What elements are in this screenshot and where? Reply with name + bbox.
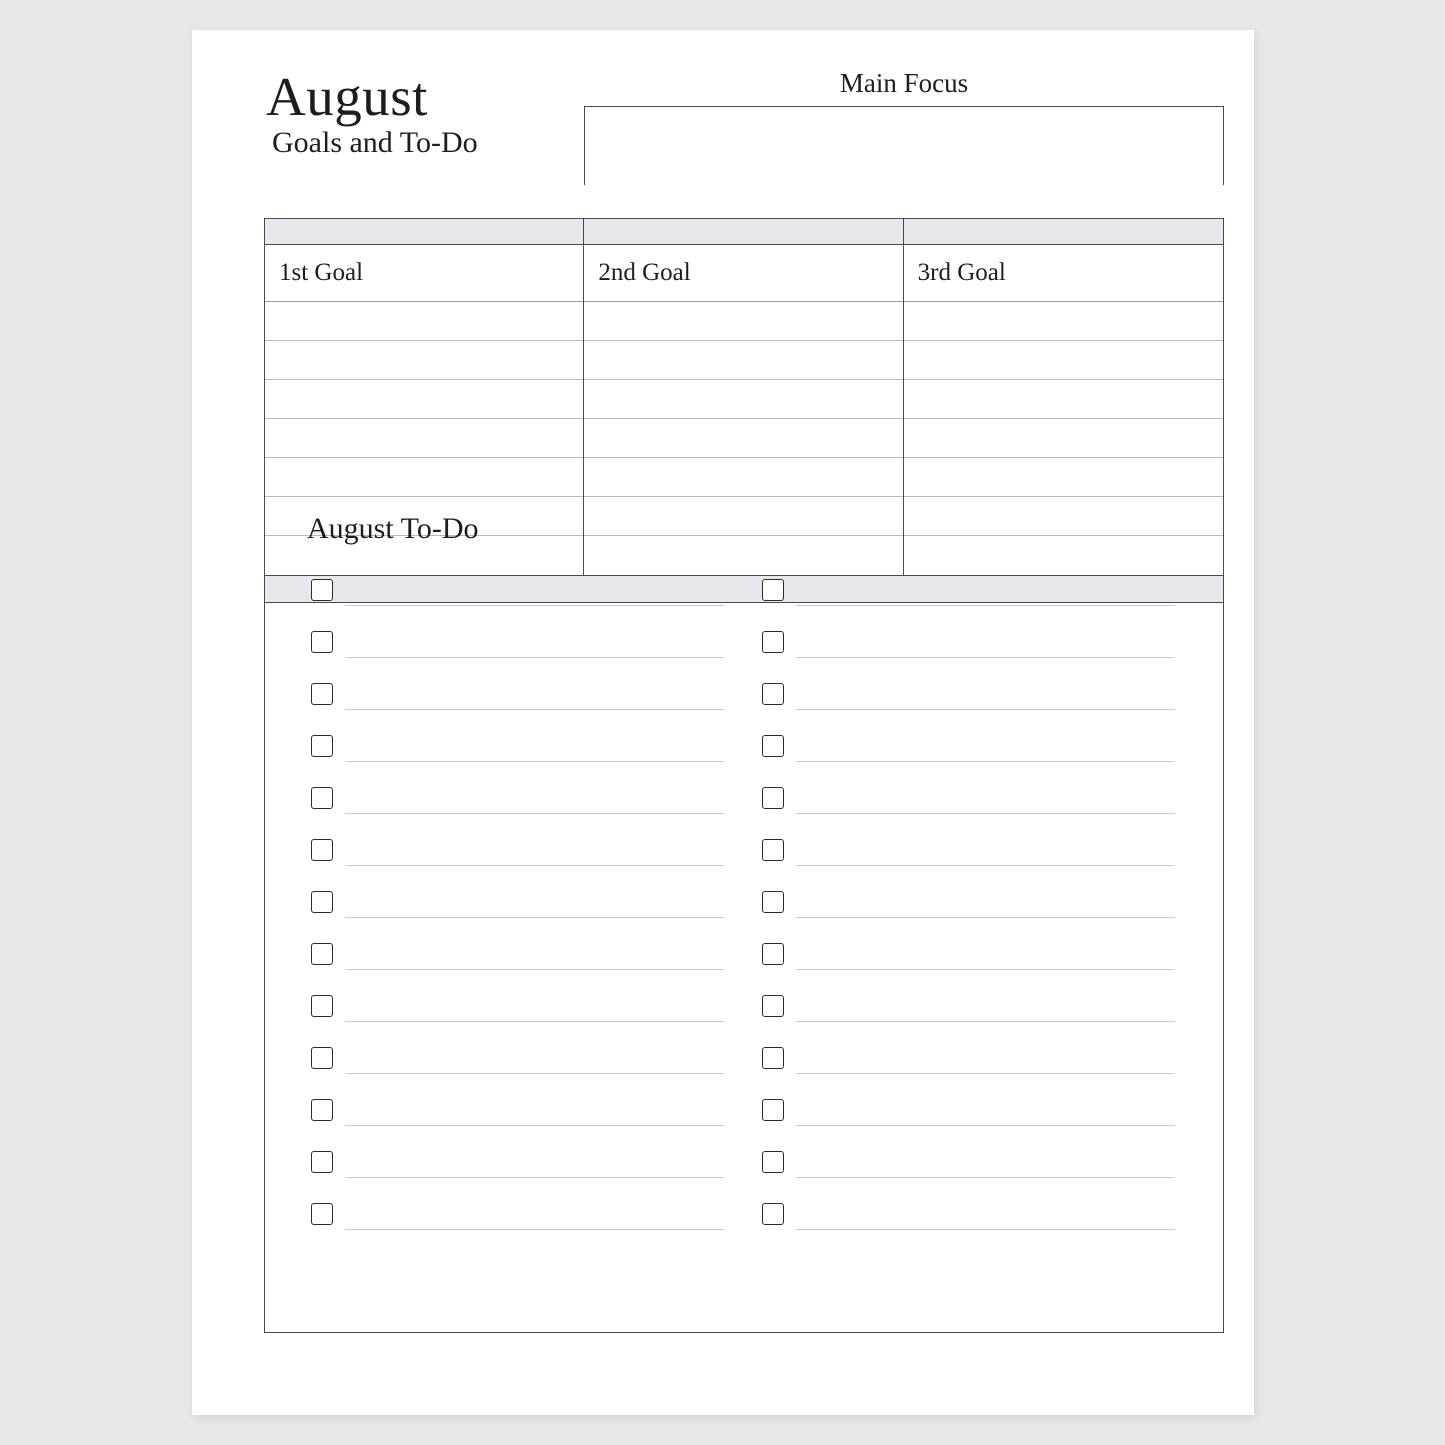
todo-line[interactable]: [345, 969, 724, 970]
checkbox-icon[interactable]: [762, 839, 784, 861]
checkbox-icon[interactable]: [762, 891, 784, 913]
todo-line[interactable]: [345, 917, 724, 918]
checkbox-icon[interactable]: [762, 1099, 784, 1121]
goal-line[interactable]: [904, 341, 1223, 380]
goals-header-strip: [265, 219, 1223, 245]
list-item[interactable]: [762, 772, 1175, 824]
checkbox-icon[interactable]: [762, 735, 784, 757]
todo-title: August To-Do: [307, 512, 479, 545]
list-item[interactable]: [311, 616, 724, 668]
goal-line[interactable]: [265, 302, 583, 341]
checkbox-icon[interactable]: [311, 839, 333, 861]
checkbox-icon[interactable]: [762, 1203, 784, 1225]
list-item[interactable]: [311, 772, 724, 824]
checkbox-icon[interactable]: [311, 1203, 333, 1225]
list-item[interactable]: [762, 1188, 1175, 1240]
goal-line[interactable]: [584, 419, 902, 458]
page-header: [264, 68, 1224, 223]
todo-line[interactable]: [345, 605, 724, 606]
todo-line[interactable]: [345, 1125, 724, 1126]
goals-strip-cell-2: [584, 219, 903, 244]
checkbox-icon[interactable]: [311, 787, 333, 809]
goal-label-3: 3rd Goal: [904, 245, 1223, 302]
main-focus-section: [584, 68, 1224, 185]
list-item[interactable]: [762, 928, 1175, 980]
title-block: [264, 68, 584, 160]
main-focus-label: Main Focus: [839, 68, 969, 98]
list-item[interactable]: [311, 668, 724, 720]
todo-line[interactable]: [796, 761, 1175, 762]
main-focus-input[interactable]: [584, 106, 1224, 185]
list-item[interactable]: [311, 564, 724, 616]
todo-line[interactable]: [345, 709, 724, 710]
checkbox-icon[interactable]: [762, 787, 784, 809]
todo-line[interactable]: [796, 1125, 1175, 1126]
checkbox-icon[interactable]: [311, 1047, 333, 1069]
list-item[interactable]: [311, 1136, 724, 1188]
todo-line[interactable]: [345, 657, 724, 658]
checkbox-icon[interactable]: [311, 943, 333, 965]
todo-line[interactable]: [796, 969, 1175, 970]
page-subtitle: Goals and To-Do: [272, 126, 478, 159]
todo-line[interactable]: [796, 1177, 1175, 1178]
goals-strip-cell-1: [265, 219, 584, 244]
todo-line[interactable]: [345, 761, 724, 762]
todo-columns: [265, 564, 1223, 1240]
checkbox-icon[interactable]: [762, 943, 784, 965]
todo-line[interactable]: [345, 1177, 724, 1178]
list-item[interactable]: [311, 876, 724, 928]
checkbox-icon[interactable]: [311, 1099, 333, 1121]
todo-line[interactable]: [796, 709, 1175, 710]
checkbox-icon[interactable]: [311, 891, 333, 913]
checkbox-icon[interactable]: [311, 579, 333, 601]
list-item[interactable]: [762, 1084, 1175, 1136]
checkbox-icon[interactable]: [311, 735, 333, 757]
list-item[interactable]: [762, 876, 1175, 928]
checkbox-icon[interactable]: [762, 1047, 784, 1069]
todo-line[interactable]: [345, 865, 724, 866]
list-item[interactable]: [762, 616, 1175, 668]
list-item[interactable]: [762, 1032, 1175, 1084]
todo-line[interactable]: [796, 813, 1175, 814]
goals-strip-cell-3: [904, 219, 1223, 244]
list-item[interactable]: [311, 1032, 724, 1084]
goal-line[interactable]: [584, 302, 902, 341]
todo-line[interactable]: [345, 1229, 724, 1230]
list-item[interactable]: [762, 668, 1175, 720]
checkbox-icon[interactable]: [762, 1151, 784, 1173]
goal-label-2: 2nd Goal: [584, 245, 902, 302]
goal-line[interactable]: [904, 380, 1223, 419]
goal-label-1: 1st Goal: [265, 245, 583, 302]
page-title: August: [266, 66, 428, 127]
goal-line[interactable]: [265, 341, 583, 380]
checkbox-icon[interactable]: [311, 1151, 333, 1173]
goal-line[interactable]: [584, 380, 902, 419]
list-item[interactable]: [311, 1084, 724, 1136]
todo-line[interactable]: [796, 657, 1175, 658]
list-item[interactable]: [762, 980, 1175, 1032]
list-item[interactable]: [311, 1188, 724, 1240]
todo-column-left: [311, 564, 762, 1240]
list-item[interactable]: [311, 928, 724, 980]
todo-line[interactable]: [796, 605, 1175, 606]
goal-line[interactable]: [904, 419, 1223, 458]
todo-section: [264, 488, 1224, 1333]
todo-line[interactable]: [345, 1021, 724, 1022]
goal-line[interactable]: [904, 302, 1223, 341]
checkbox-icon[interactable]: [311, 631, 333, 653]
checkbox-icon[interactable]: [762, 683, 784, 705]
goal-line[interactable]: [584, 341, 902, 380]
todo-line[interactable]: [796, 1021, 1175, 1022]
list-item[interactable]: [762, 564, 1175, 616]
list-item[interactable]: [762, 1136, 1175, 1188]
todo-line[interactable]: [796, 865, 1175, 866]
list-item[interactable]: [762, 824, 1175, 876]
checkbox-icon[interactable]: [762, 995, 784, 1017]
list-item[interactable]: [762, 720, 1175, 772]
goal-line[interactable]: [265, 419, 583, 458]
list-item[interactable]: [311, 980, 724, 1032]
goal-line[interactable]: [265, 380, 583, 419]
list-item[interactable]: [311, 720, 724, 772]
checkbox-icon[interactable]: [311, 995, 333, 1017]
todo-line[interactable]: [796, 1229, 1175, 1230]
todo-line[interactable]: [345, 813, 724, 814]
checkbox-icon[interactable]: [762, 579, 784, 601]
list-item[interactable]: [311, 824, 724, 876]
todo-line[interactable]: [796, 917, 1175, 918]
checkbox-icon[interactable]: [762, 631, 784, 653]
checkbox-icon[interactable]: [311, 683, 333, 705]
todo-column-right: [762, 564, 1213, 1240]
planner-page: [192, 30, 1254, 1415]
todo-line[interactable]: [796, 1073, 1175, 1074]
todo-line[interactable]: [345, 1073, 724, 1074]
